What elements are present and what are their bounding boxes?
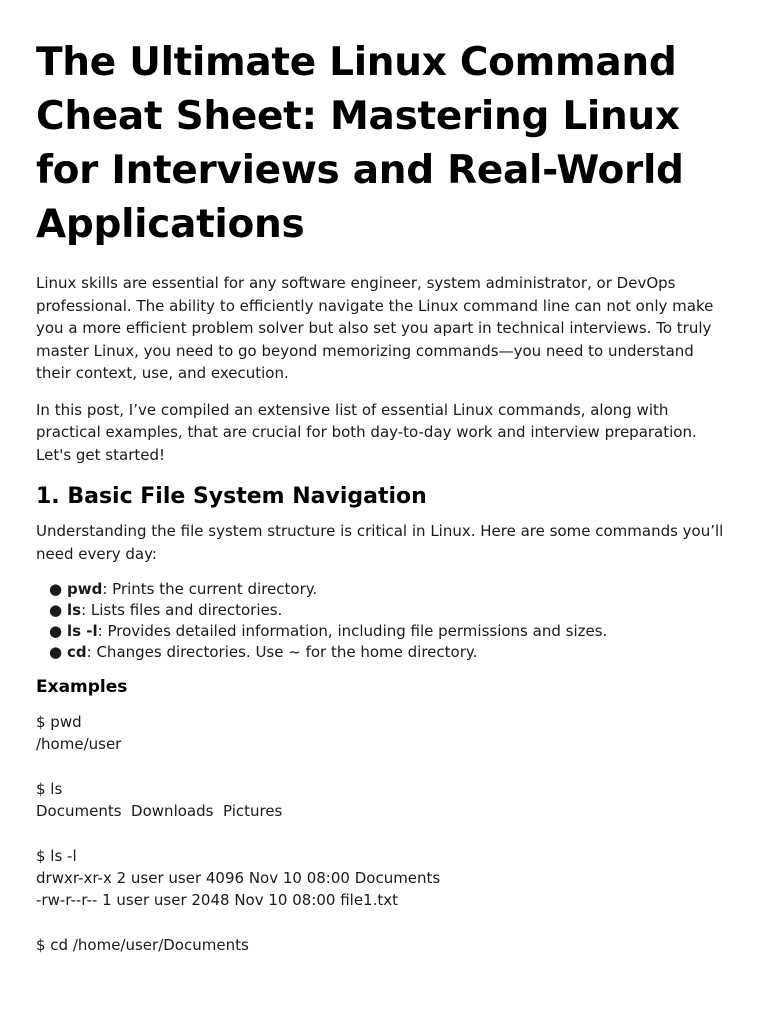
list-item: [49, 621, 732, 642]
section-heading: 1. Basic File System Navigation: [36, 484, 427, 509]
examples-heading: Examples: [36, 677, 128, 697]
list-item: [49, 600, 732, 621]
bullet-icon: ●: [49, 622, 63, 640]
bullet-icon: ●: [49, 601, 63, 619]
bullet-icon: ●: [49, 643, 63, 661]
examples-code-block: $ pwd /home/user $ ls Documents Downloads Pictures $ ls -l drwxr-xr-x 2 user user 4096 Nov 10 08:00 Documents -rw-r--r-- 1 user user 2048 Nov 10 08:00 file1.txt $ cd /home/user/Documents: [36, 713, 441, 954]
command-name: pwd: [67, 580, 103, 598]
command-desc: : Lists files and directories.: [81, 601, 283, 619]
list-item: [49, 642, 732, 663]
command-name: ls: [67, 601, 82, 619]
command-name: cd: [67, 643, 87, 661]
section-intro: Understanding the file system structure is critical in Linux. Here are some commands you’ll need every day:: [36, 522, 724, 563]
command-desc: : Provides detailed information, including file permissions and sizes.: [97, 622, 608, 640]
intro-paragraph-2: In this post, I’ve compiled an extensive list of essential Linux commands, along with practical examples, that are crucial for both day-to-day work and interview preparation. Let's get started!: [36, 400, 697, 464]
intro-paragraph-1: Linux skills are essential for any software engineer, system administrator, or DevOps professional. The ability to efficiently navigate the Linux command line can not only make you a more efficient problem solver but also set you apart in technical interviews. To truly master Linux, you need to go beyond memorizing commands—you need to understand their context, use, and execution.: [36, 274, 714, 382]
command-name: ls -l: [67, 622, 98, 640]
command-list: [36, 579, 732, 663]
bullet-icon: ●: [49, 580, 63, 598]
article-title: The Ultimate Linux Command Cheat Sheet: Mastering Linux for Interviews and Real-World Applications: [36, 40, 684, 247]
command-desc: : Prints the current directory.: [102, 580, 318, 598]
list-item: [49, 579, 732, 600]
command-desc: : Changes directories. Use ~ for the home directory.: [86, 643, 478, 661]
